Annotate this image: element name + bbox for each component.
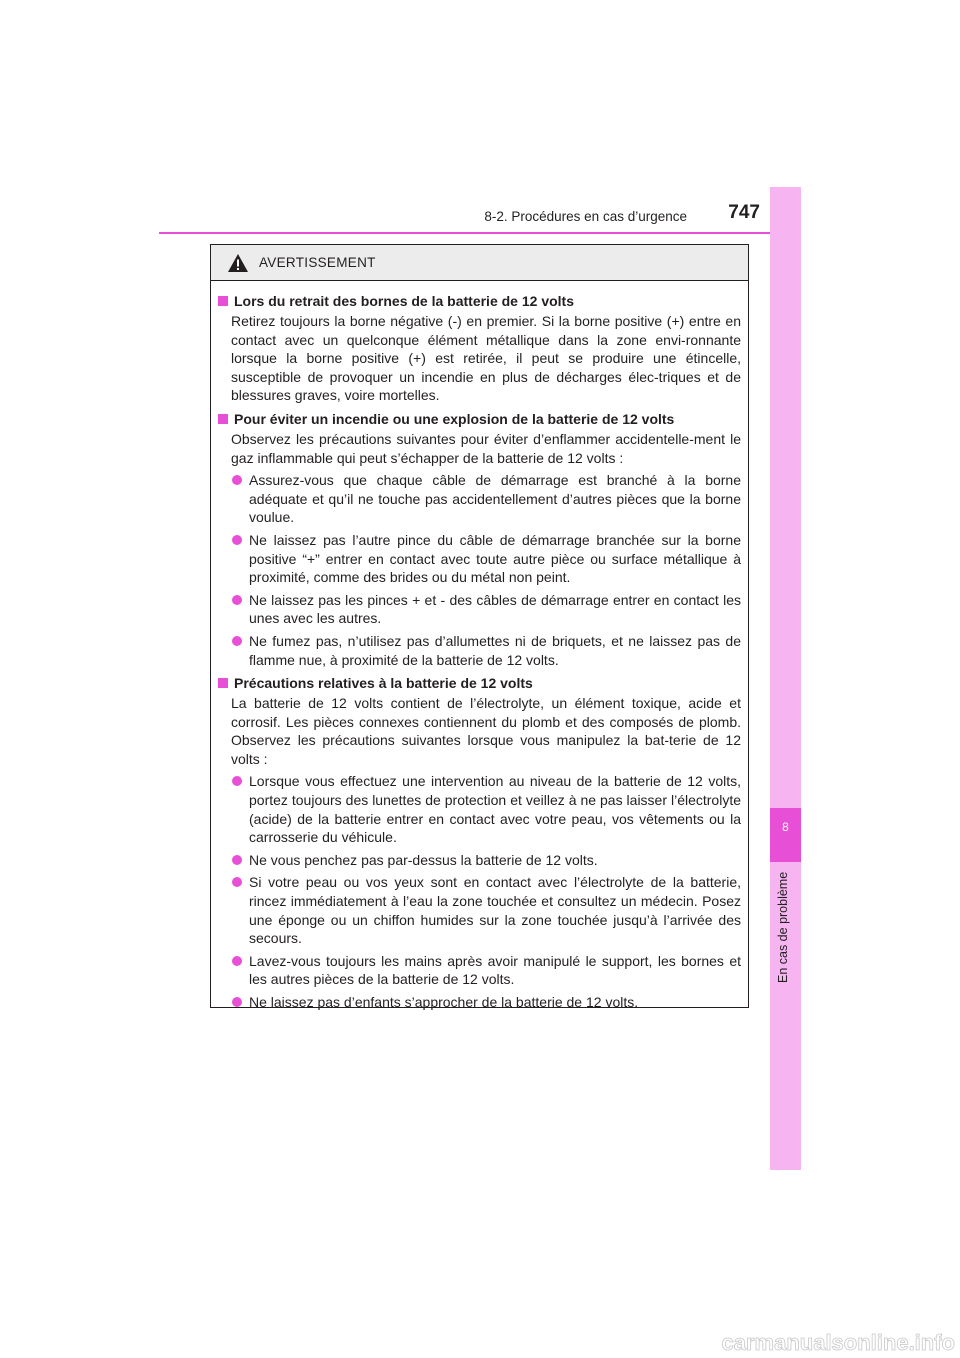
warning-title: AVERTISSEMENT <box>259 255 376 270</box>
section-heading <box>218 673 741 694</box>
list-item-text: Ne laissez pas d’enfants s’approcher de la batterie de 12 volts. <box>249 994 639 1010</box>
circle-bullet-icon <box>232 997 242 1007</box>
warning-body <box>211 281 748 1012</box>
circle-bullet-icon <box>232 855 242 865</box>
section-paragraph: Retirez toujours la borne négative (-) en premier. Si la borne positive (+) entre en contact avec un quelconque élément métallique dans la zone envi-ronnante lorsque la borne positive (+) est retirée, il peut se produire une étincelle, susceptible de provoquer un incendie en plus de décharges élec-triques et de blessures graves, voire mortelles. <box>231 313 741 404</box>
circle-bullet-icon <box>232 877 242 887</box>
circle-bullet-icon <box>232 535 242 545</box>
list-item-text: Assurez-vous que chaque câble de démarrage est branché à la borne adéquate et qu’il ne touche pas accidentellement d’autres pièces que la borne voulue. <box>249 472 741 526</box>
list-item-text: Ne fumez pas, n’utilisez pas d’allumettes ni de briquets, et ne laissez pas de flamme nue, à proximité de la batterie de 12 volts. <box>249 632 741 668</box>
section-paragraph: Observez les précautions suivantes pour éviter d’enflammer accidentelle-ment le gaz inflammable qui peut s’échapper de la batterie de 12 volts : <box>231 430 741 466</box>
square-bullet-icon <box>218 414 228 424</box>
list-item <box>218 531 741 587</box>
list-item <box>218 873 741 947</box>
warning-triangle-icon <box>227 253 249 273</box>
list-item <box>218 952 741 989</box>
section-heading <box>218 409 741 430</box>
chapter-number: 8 <box>782 820 789 834</box>
section-heading-text: Précautions relatives à la batterie de 12 volts <box>234 675 533 692</box>
square-bullet-icon <box>218 296 228 306</box>
circle-bullet-icon <box>232 776 242 786</box>
chapter-side-tab <box>770 187 801 1170</box>
list-item <box>218 772 741 846</box>
chapter-number-tab <box>770 808 801 862</box>
list-item-text: Lavez-vous toujours les mains après avoir manipulé le support, les bornes et les autres pièces de la batterie de 12 volts. <box>249 952 741 988</box>
list-item-text: Si votre peau ou vos yeux sont en contact avec l’électrolyte de la batterie, rincez immédiatement à l’eau la zone touchée et consultez un médecin. Posez une éponge ou un chiffon humides sur la zone touchée jusqu’à l’arrivée des secours. <box>249 874 741 947</box>
list-item <box>218 851 741 870</box>
chapter-label: En cas de problème <box>776 872 790 984</box>
header-rule <box>159 232 801 234</box>
list-item-text: Ne laissez pas l’autre pince du câble de démarrage branchée sur la borne positive “+” entrer en contact avec toute autre pièce ou surface métallique à proximité, comme des brides ou du métal non peint. <box>249 531 741 586</box>
watermark-logo <box>630 1325 960 1358</box>
watermark-text: carmanualsonline.info <box>721 1330 955 1355</box>
list-item-text: Ne vous penchez pas par-dessus la batterie de 12 volts. <box>249 851 598 868</box>
circle-bullet-icon <box>232 595 242 605</box>
circle-bullet-icon <box>232 475 242 485</box>
section-heading-text: Lors du retrait des bornes de la batterie de 12 volts <box>234 293 574 309</box>
list-item <box>218 591 741 628</box>
circle-bullet-icon <box>232 956 242 966</box>
section-heading <box>218 291 741 312</box>
page-number: 747 <box>728 202 760 223</box>
square-bullet-icon <box>218 678 228 688</box>
section-title: 8-2. Procédures en cas d’urgence <box>484 209 687 224</box>
warning-header <box>211 245 748 281</box>
section-heading-text: Pour éviter un incendie ou une explosion de la batterie de 12 volts <box>234 410 675 427</box>
list-item-text: Ne laissez pas les pinces + et - des câbles de démarrage entrer en contact les unes avec les autres. <box>249 591 741 627</box>
list-item <box>218 471 741 527</box>
list-item-text: Lorsque vous effectuez une intervention au niveau de la batterie de 12 volts, portez toujours des lunettes de protection et veillez à ne pas laisser l’électrolyte (acide) de la batterie entrer en contact avec votre peau, vos vêtements ou la carrosserie du véhicule. <box>249 773 741 846</box>
warning-box <box>210 244 749 1008</box>
list-item <box>218 993 741 1012</box>
circle-bullet-icon <box>232 636 242 646</box>
list-item <box>218 632 741 669</box>
section-paragraph: La batterie de 12 volts contient de l’électrolyte, un élément toxique, acide et corrosif. Les pièces connexes contiennent du plomb et des composés de plomb. Observez les précautions suivantes lorsque vous manipulez la bat-terie de 12 volts : <box>231 695 741 767</box>
